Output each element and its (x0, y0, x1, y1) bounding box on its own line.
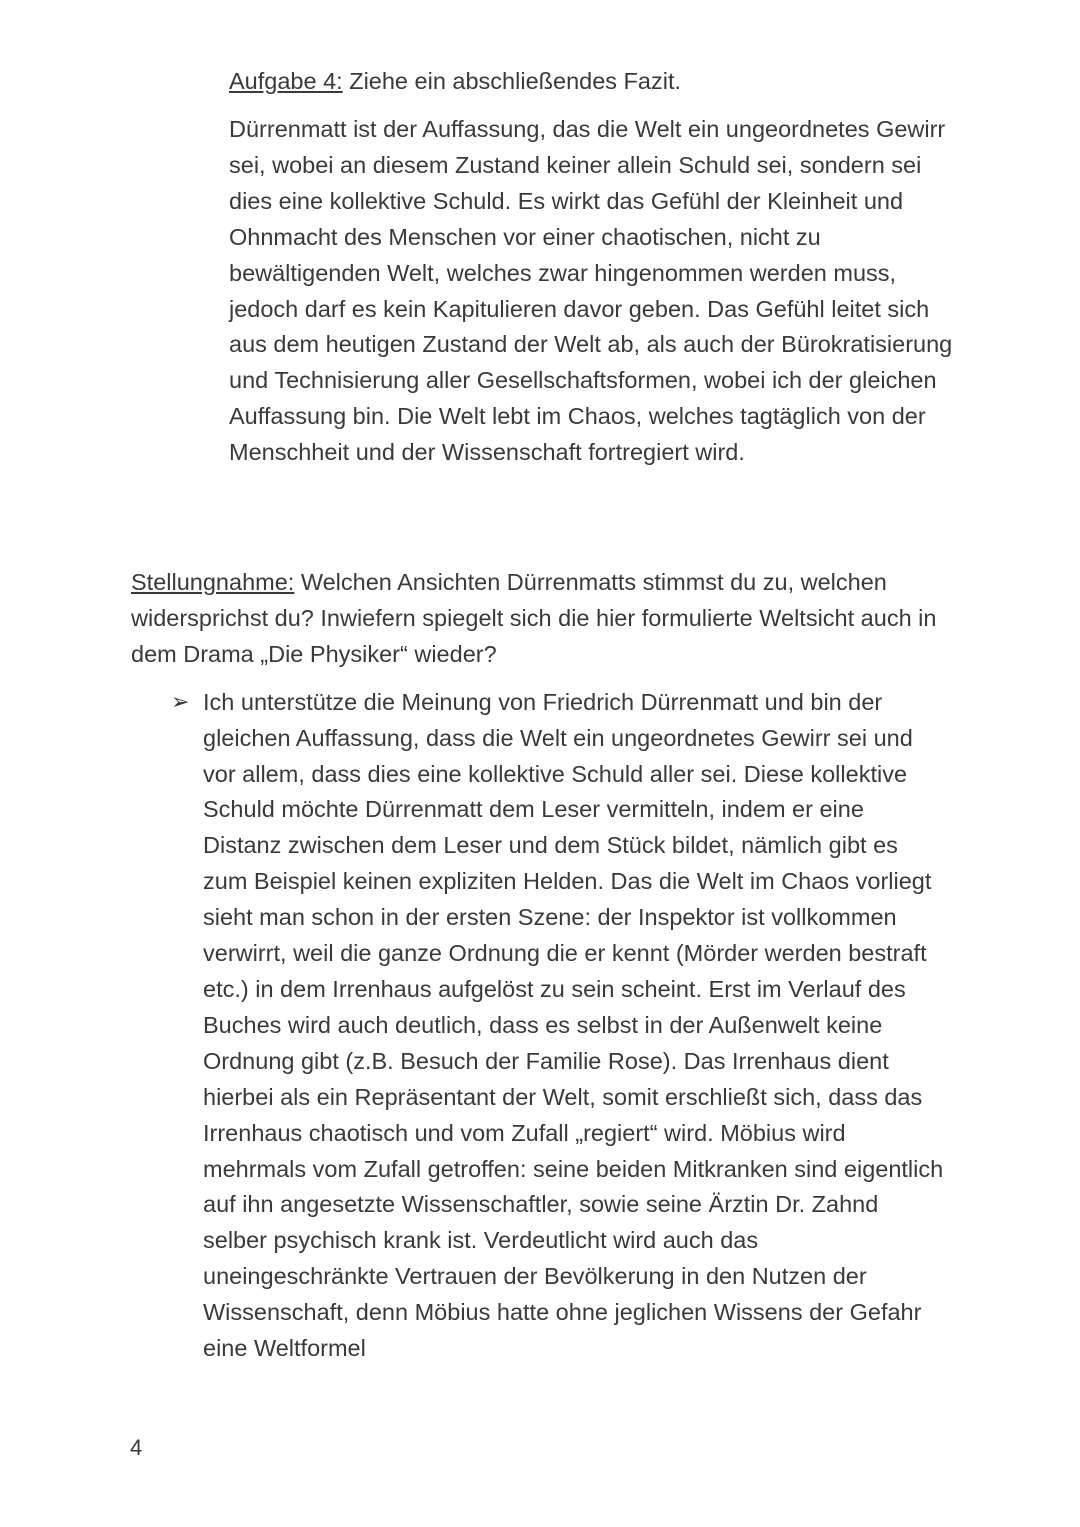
statement-question-text: Welchen Ansichten Dürrenmatts stimmst du zu, welchen widersprichst du? Inwiefern spiegelt sich die hier formulierte Weltsicht auch in dem Drama „Die Physiker“ wieder? (131, 569, 937, 667)
page-number: 4 (130, 1435, 143, 1460)
statement-question (131, 565, 951, 673)
task-answer-paragraph: Dürrenmatt ist der Auffassung, das die Welt ein ungeordnetes Gewirr sei, wobei an diesem Zustand keiner allein Schuld sei, sondern sei dies eine kollektive Schuld. Es wirkt das Gefühl der Kleinheit und Ohnmacht des Menschen vor einer chaotischen, nicht zu bewältigenden Welt, welches zwar hingenommen werden muss, jedoch darf es kein Kapitulieren davor geben. Das Gefühl leitet sich aus dem heutigen Zustand der Welt ab, als auch der Bürokratisierung und Technisierung aller Gesellschaftsformen, wobei ich der gleichen Auffassung bin. Die Welt lebt im Chaos, welches tagtäglich von der Menschheit und der Wissenschaft fortregiert wird. (229, 116, 953, 466)
statement-section (131, 565, 971, 1367)
bullet-paragraph: Ich unterstütze die Meinung von Friedrich Dürrenmatt und bin der gleichen Auffassung, dass die Welt ein ungeordnetes Gewirr sei und vor allem, dass dies eine kollektive Schuld aller sei. Diese kollektive Schuld möchte Dürrenmatt dem Leser vermitteln, indem er eine Distanz zwischen dem Leser und dem Stück bildet, nämlich gibt es zum Beispiel keinen expliziten Helden. Das die Welt im Chaos vorliegt sieht man schon in der ersten Szene: der Inspektor ist vollkommen verwirrt, weil die ganze Ordnung die er kennt (Mörder werden bestraft etc.) in dem Irrenhaus aufgelöst zu sein scheint. Erst im Verlauf des Buches wird auch deutlich, dass es selbst in der Außenwelt keine Ordnung gibt (z.B. Besuch der Familie Rose). Das Irrenhaus dient hierbei als ein Repräsentant der Welt, somit erschließt sich, dass das Irrenhaus chaotisch und vom Zufall „regiert“ wird. Möbius wird mehrmals vom Zufall getroffen: seine beiden Mitkranken sind eigentlich auf ihn angesetzte Wissenschaftler, sowie seine Ärztin Dr. Zahnd selber psychisch krank ist. Verdeutlicht wird auch das uneingeschränkte Vertrauen der Bevölkerung in den Nutzen der Wissenschaft, denn Möbius hatte ohne jeglichen Wissens der Gefahr eine Weltformel (203, 688, 944, 1362)
task-section (229, 64, 969, 471)
statement-label: Stellungnahme: (131, 569, 295, 595)
task-label: Aufgabe 4: (229, 68, 343, 94)
list-item (131, 685, 971, 1367)
task-instruction: Ziehe ein abschließendes Fazit. (342, 68, 682, 94)
arrow-bullet-icon: ➢ (171, 689, 190, 715)
bullet-list (131, 685, 971, 1367)
task-heading (229, 64, 969, 98)
